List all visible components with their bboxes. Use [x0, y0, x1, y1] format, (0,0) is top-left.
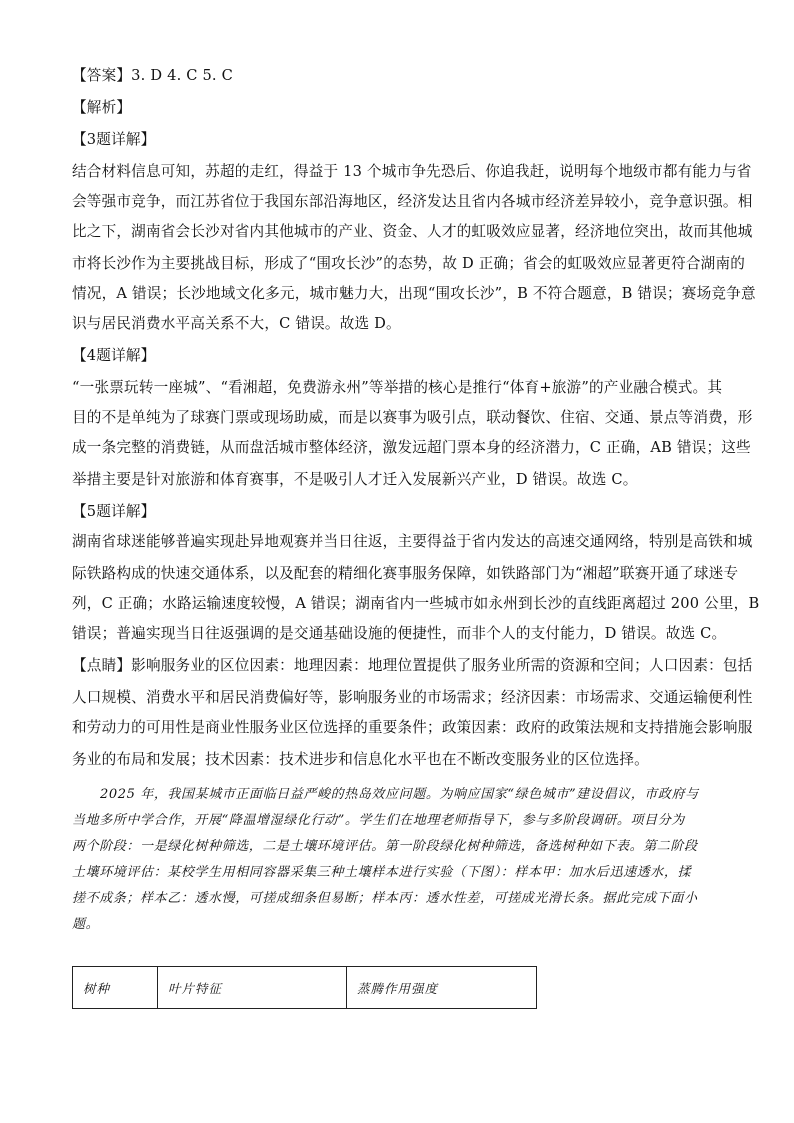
- analysis-heading: 【解析】: [72, 99, 132, 116]
- table-header-cell: 树种: [73, 967, 158, 1009]
- q3-line: 结合材料信息可知，苏超的走红，得益于 13 个城市争先恐后、你追我赶，说明每个地级市都有能力与省: [72, 163, 752, 180]
- table-header-cell: 蒸腾作用强度: [347, 967, 537, 1009]
- tip-line: 务业的布局和发展；技术因素：技术进步和信息化水平也在不断改变服务业的区位选择。: [72, 751, 649, 768]
- table-header-row: [73, 967, 537, 1009]
- q5-line: 错误；普遍实现当日往返强调的是交通基础设施的便捷性，而非个人的支付能力，D 错误。故选 C。: [72, 625, 727, 642]
- tip-line: 和劳动力的可用性是商业性服务业区位选择的重要条件；政策因素：政府的政策法规和支持措施会影响服: [72, 719, 753, 736]
- q4-line: 成一条完整的消费链，从而盘活城市整体经济，激发远超门票本身的经济潜力，C 正确，AB 错误；这些: [72, 439, 751, 456]
- material-line: 2025 年，我国某城市正面临日益严峻的热岛效应问题。为响应国家“绿色城市”建设倡议，市政府与: [100, 787, 699, 802]
- q4-line: “一张票玩转一座城”、“看湘超，免费游永州”等举措的核心是推行“体育+旅游”的产业融合模式。其: [72, 379, 723, 396]
- q4-heading: 【4题详解】: [72, 347, 156, 364]
- material-line: 当地多所中学合作，开展“降温增湿绿化行动”。学生们在地理老师指导下，参与多阶段调研。项目分为: [72, 813, 685, 828]
- q5-line: 湖南省球迷能够普遍实现赴异地观赛并当日往返，主要得益于省内发达的高速交通网络，特别是高铁和城: [72, 533, 753, 550]
- material-line: 题。: [72, 917, 100, 932]
- tree-species-table: [72, 966, 537, 1009]
- material-line: 搓不成条；样本乙：透水慢，可搓成细条但易断；样本丙：透水性差，可搓成光滑长条。据此完成下面小: [72, 891, 698, 906]
- material-line: 土壤环境评估：某校学生用相同容器采集三种土壤样本进行实验（下图）：样本甲：加水后迅速透水，揉: [72, 865, 692, 880]
- q4-line: 举措主要是针对旅游和体育赛事，不是吸引人才迁入发展新兴产业，D 错误。故选 C。: [72, 471, 638, 488]
- answer-line: 【答案】3. D 4. C 5. C: [72, 67, 233, 84]
- q3-line: 市将长沙作为主要挑战目标，形成了“围攻长沙”的态势，故 D 正确；省会的虹吸效应显著更符合湖南的: [72, 255, 746, 272]
- q5-heading: 【5题详解】: [72, 503, 156, 520]
- q4-line: 目的不是单纯为了球赛门票或现场助威，而是以赛事为吸引点，联动餐饮、住宿、交通、景点等消费，形: [72, 409, 753, 426]
- table-header-cell: 叶片特征: [158, 967, 347, 1009]
- q5-line: 列，C 正确；水路运输速度较慢，A 错误；湖南省内一些城市如永州到长沙的直线距离超过 200 公里，B: [72, 595, 760, 612]
- tip-line: 【点睛】影响服务业的区位因素：地理因素：地理位置提供了服务业所需的资源和空间；人口因素：包括: [72, 657, 753, 674]
- q3-heading: 【3题详解】: [72, 131, 156, 148]
- q3-line: 会等强市竞争，而江苏省位于我国东部沿海地区，经济发达且省内各城市经济差异较小，竞争意识强。相: [72, 193, 753, 210]
- q5-line: 际铁路构成的快速交通体系，以及配套的精细化赛事服务保障，如铁路部门为“湘超”联赛开通了球迷专: [72, 565, 739, 582]
- q3-line: 比之下，湖南省会长沙对省内其他城市的产业、资金、人才的虹吸效应显著，经济地位突出，故而其他城: [72, 223, 753, 240]
- q3-line: 识与居民消费水平高关系不大，C 错误。故选 D。: [72, 315, 401, 332]
- material-line: 两个阶段：一是绿化树种筛选，二是土壤环境评估。第一阶段绿化树种筛选，备选树种如下表。第二阶段: [72, 839, 698, 854]
- tip-line: 人口规模、消费水平和居民消费偏好等，影响服务业的市场需求；经济因素：市场需求、交通运输便利性: [72, 689, 753, 706]
- q3-line: 情况，A 错误；长沙地域文化多元，城市魅力大，出现“围攻长沙”，B 不符合题意，B 错误；赛场竞争意: [72, 285, 756, 302]
